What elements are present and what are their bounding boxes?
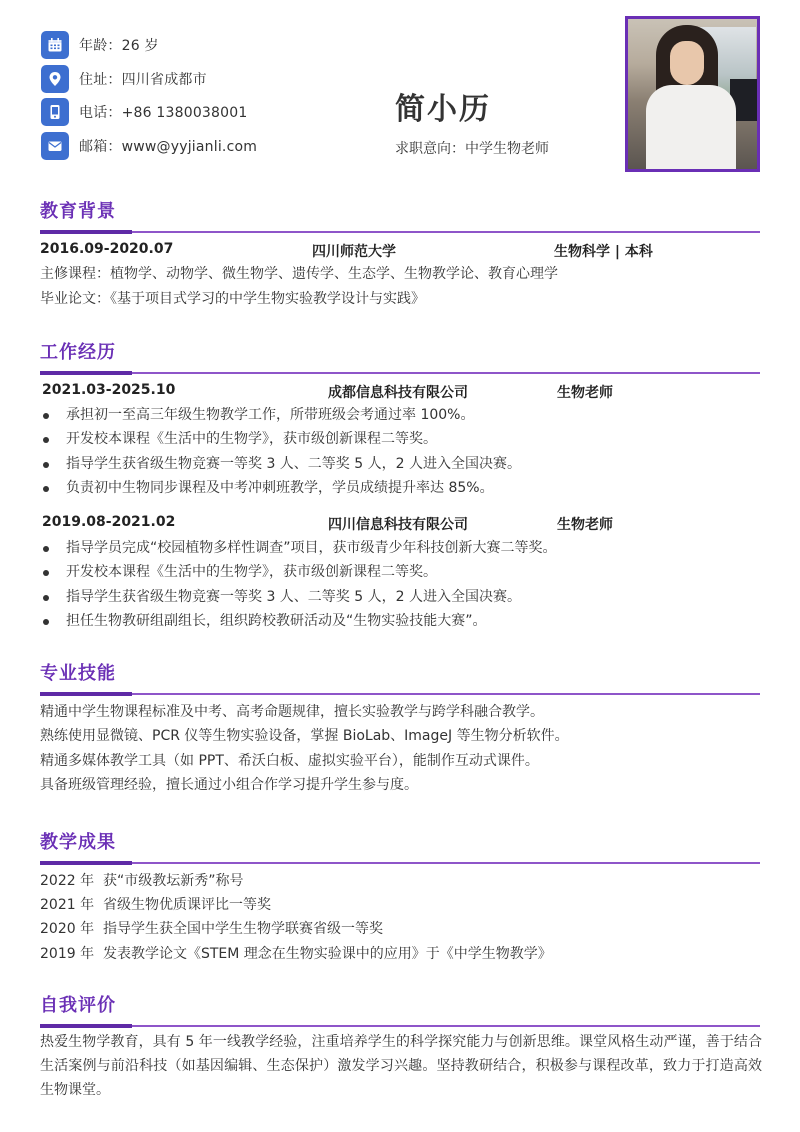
- self-evaluation-text: 热爱生物学教育，具有 5 年一线教学经验，注重培养学生的科学探究能力与创新思维。课堂风格生动严谨，善于结合生活案例与前沿科技（如基因编辑、生态保护）激发学习兴趣。坚持教研结合，积极参与课程改革，致力于打造高效生物课堂。: [40, 1034, 762, 1098]
- phone-text: 电话：+86 1380038001: [79, 105, 248, 121]
- section-title: 教育背景: [40, 201, 116, 222]
- section-title: 工作经历: [40, 342, 116, 363]
- location-pin-icon: [41, 65, 69, 93]
- job-intention: 求职意向：中学生物老师: [395, 141, 549, 157]
- calendar-icon: [41, 31, 69, 59]
- section-work: [40, 341, 760, 375]
- photo-face: [670, 41, 704, 85]
- contact-phone: [41, 98, 247, 126]
- job-header-row: [40, 514, 760, 534]
- photo-shirt: [646, 85, 736, 172]
- achievement-item: 2021 年 省级生物优质课评比一等奖: [40, 897, 271, 913]
- section-title: 专业技能: [40, 663, 116, 684]
- skill-item: 精通多媒体教学工具（如 PPT、希沃白板、虚拟实验平台），能制作互动式课件。: [40, 753, 539, 769]
- job-bullet: 负责初中生物同步课程及中考冲刺班教学，学员成绩提升率达 85%。: [40, 478, 494, 498]
- skill-item: 具备班级管理经验，擅长通过小组合作学习提升学生参与度。: [40, 777, 418, 793]
- job-bullet: 指导学生获省级生物竞赛一等奖 3 人、二等奖 5 人，2 人进入全国决赛。: [40, 587, 521, 607]
- skill-item: 熟练使用显微镜、PCR 仪等生物实验设备，掌握 BioLab、ImageJ 等生物分析软件。: [40, 728, 569, 744]
- envelope-icon: [41, 132, 69, 160]
- section-title: 自我评价: [40, 995, 116, 1016]
- section-achievements: [40, 831, 760, 865]
- job-bullet: 担任生物教研组副组长，组织跨校教研活动及“生物实验技能大赛”。: [40, 611, 487, 631]
- contact-email: [41, 132, 257, 160]
- section-education: [40, 200, 760, 234]
- contact-address: [41, 65, 207, 93]
- job-period: 2019.08-2021.02: [42, 514, 176, 530]
- mobile-phone-icon: [41, 98, 69, 126]
- job-company: 四川信息科技有限公司: [328, 517, 468, 533]
- section-divider: [40, 1024, 760, 1028]
- profile-photo: [625, 16, 760, 172]
- age-text: 年龄：26 岁: [79, 38, 159, 54]
- section-divider: [40, 692, 760, 696]
- job-bullet: 开发校本课程《生活中的生物学》，获市级创新课程二等奖。: [40, 429, 437, 449]
- job-role: 生物老师: [557, 385, 613, 401]
- achievement-item: 2019 年 发表教学论文《STEM 理念在生物实验课中的应用》于《中学生物教学》: [40, 946, 552, 962]
- job-bullet: 指导学生获省级生物竞赛一等奖 3 人、二等奖 5 人，2 人进入全国决赛。: [40, 454, 521, 474]
- skill-item: 精通中学生物课程标准及中考、高考命题规律，擅长实验教学与跨学科融合教学。: [40, 704, 544, 720]
- education-major-degree: 生物科学 | 本科: [554, 244, 653, 260]
- contact-age: [41, 31, 159, 59]
- section-title: 教学成果: [40, 832, 116, 853]
- education-period: 2016.09-2020.07: [40, 241, 174, 257]
- section-self-evaluation: [40, 994, 760, 1028]
- section-divider: [40, 861, 760, 865]
- candidate-name: 简小历: [395, 92, 491, 127]
- job-company: 成都信息科技有限公司: [328, 385, 468, 401]
- job-bullet: 承担初一至高三年级生物教学工作，所带班级会考通过率 100%。: [40, 405, 474, 425]
- email-text: 邮箱：www@yyjianli.com: [79, 139, 258, 155]
- education-school: 四川师范大学: [312, 244, 396, 260]
- education-header-row: [40, 241, 760, 261]
- job-period: 2021.03-2025.10: [42, 382, 176, 398]
- section-divider: [40, 371, 760, 375]
- job-bullet: 指导学员完成“校园植物多样性调查”项目，获市级青少年科技创新大赛二等奖。: [40, 538, 557, 558]
- achievement-item: 2022 年 获“市级教坛新秀”称号: [40, 873, 244, 889]
- job-bullet: 开发校本课程《生活中的生物学》，获市级创新课程二等奖。: [40, 562, 437, 582]
- section-divider: [40, 230, 760, 234]
- education-thesis: 毕业论文：《基于项目式学习的中学生物实验教学设计与实践》: [40, 291, 425, 307]
- section-skills: [40, 662, 760, 696]
- address-text: 住址：四川省成都市: [79, 72, 207, 88]
- achievement-item: 2020 年 指导学生获全国中学生生物学联赛省级一等奖: [40, 921, 383, 937]
- education-courses: 主修课程：植物学、动物学、微生物学、遗传学、生态学、生物教学论、教育心理学: [40, 266, 558, 282]
- job-header-row: [40, 382, 760, 402]
- job-role: 生物老师: [557, 517, 613, 533]
